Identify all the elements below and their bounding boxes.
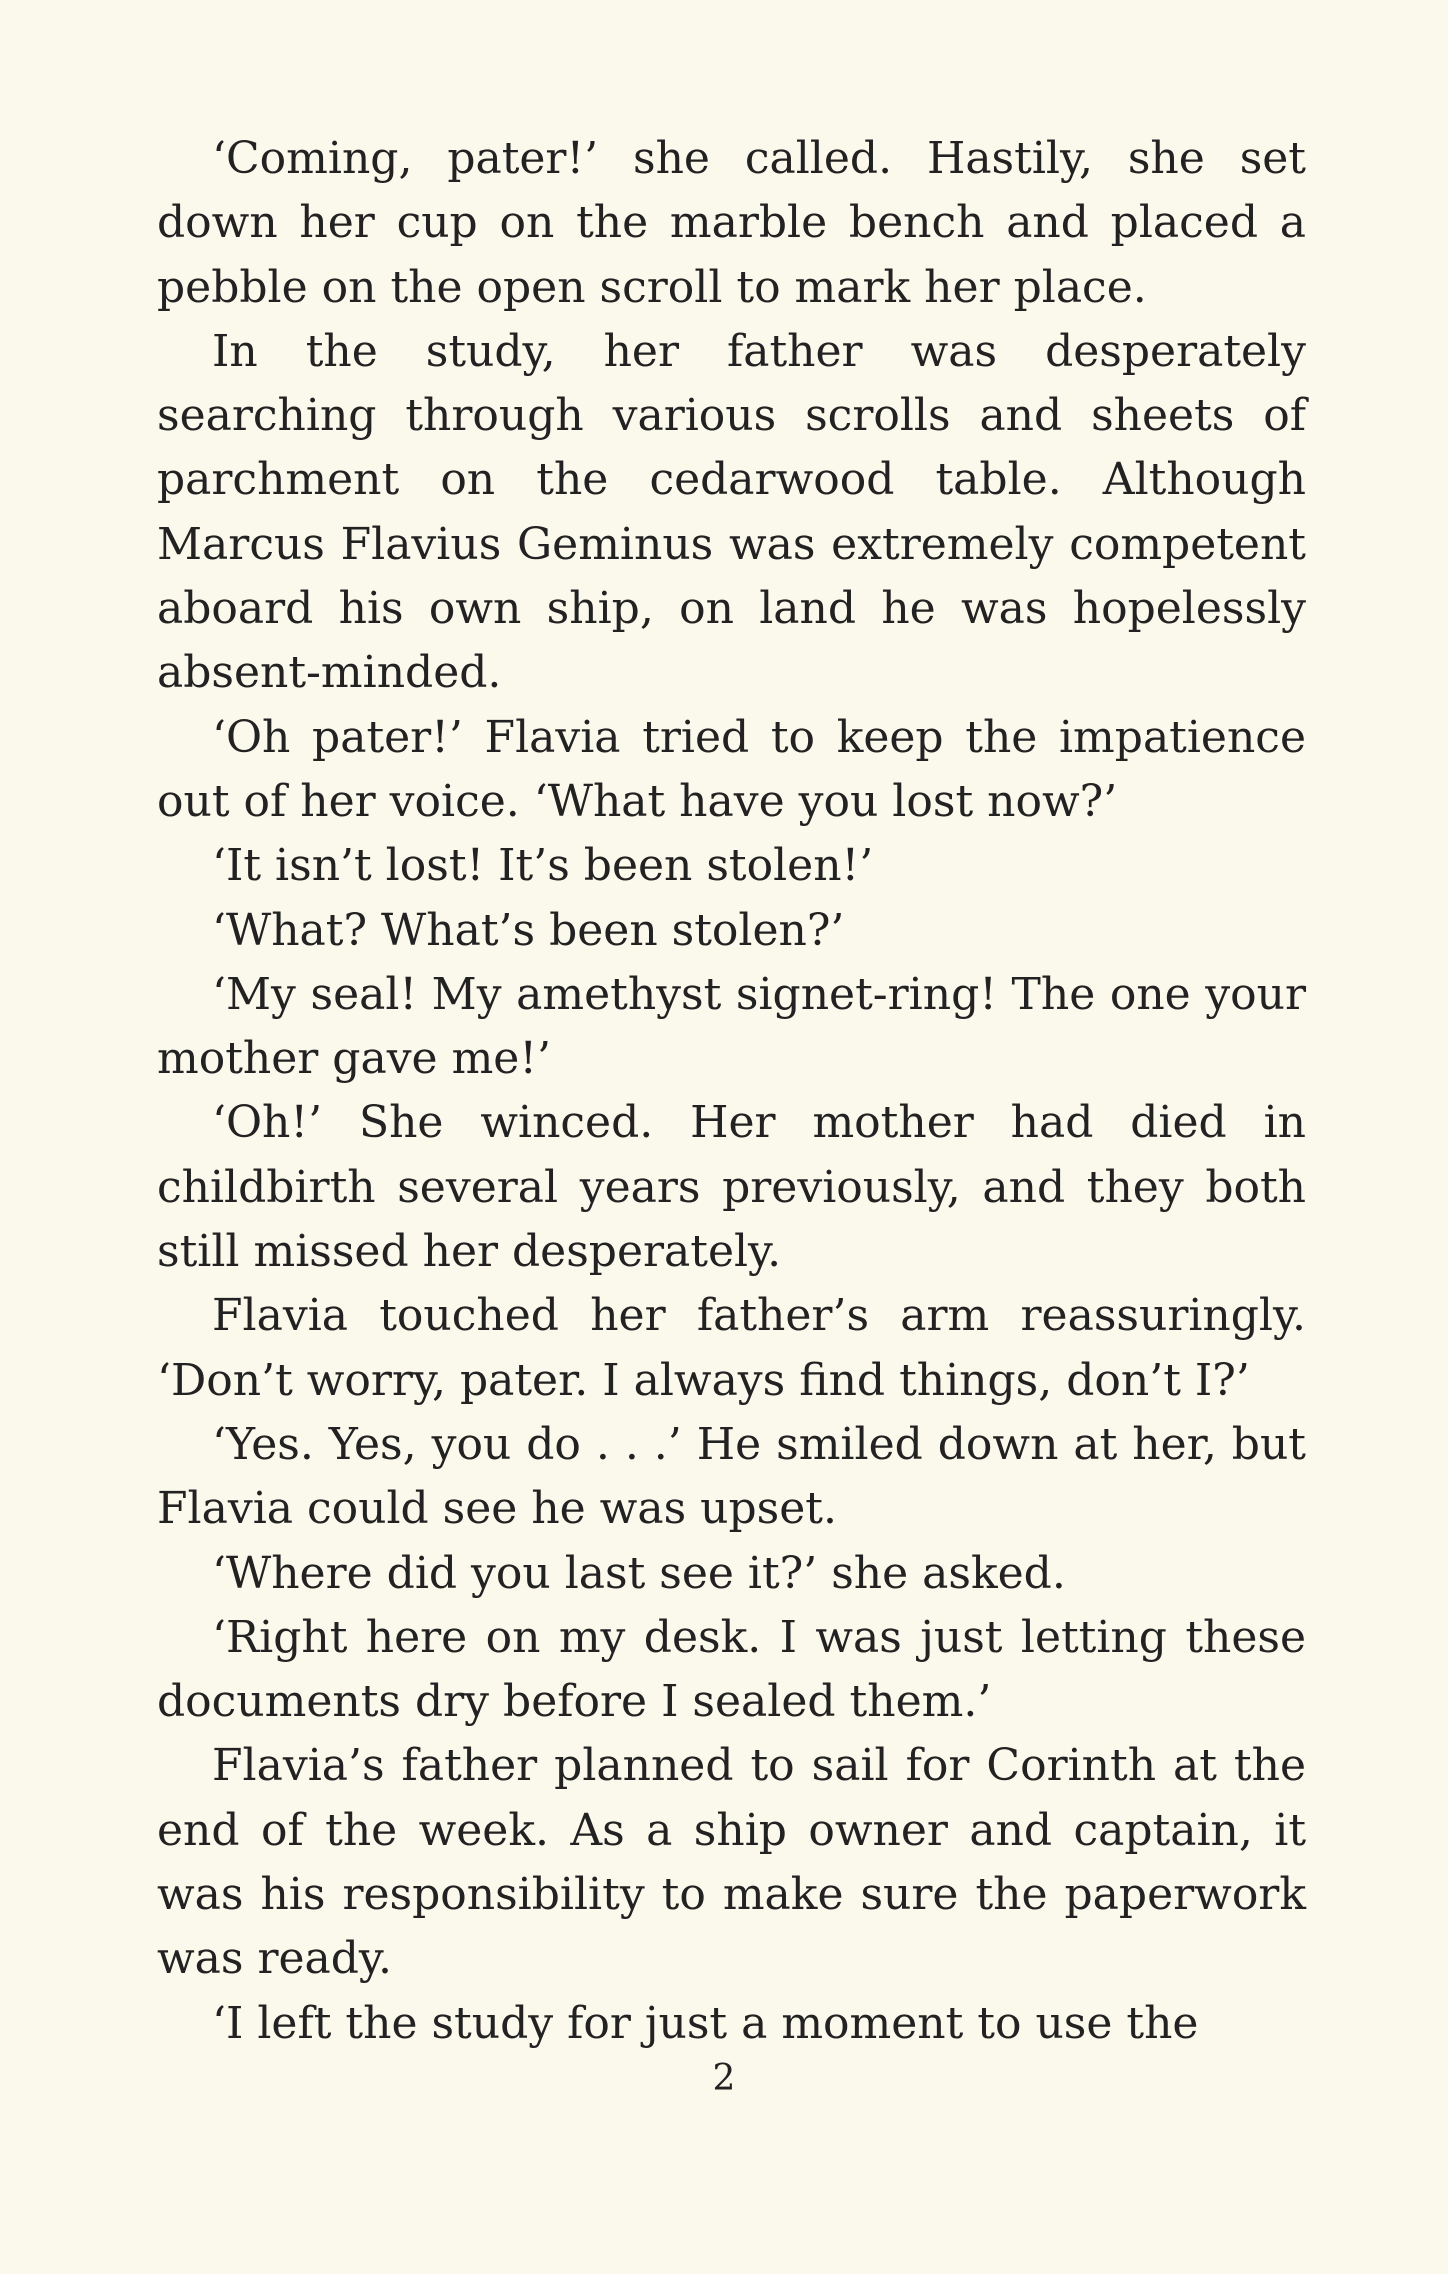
- page-number: 2: [712, 2058, 736, 2099]
- paragraph-6: ‘My seal! My amethyst signet-ring! The one your mother gave me!’: [157, 968, 1306, 1085]
- body-text: [157, 127, 1306, 2056]
- paragraph-11: ‘Right here on my desk. I was just letting these documents dry before I sealed them.’: [157, 1611, 1306, 1728]
- paragraph-2: In the study, her father was desperately searching through various scrolls and sheets of parchment on the cedarwood table. Although Marcus Flavius Geminus was extremely competent aboard his own ship, on land he was hopelessly absent-minded.: [157, 325, 1306, 699]
- paragraph-9: ‘Yes. Yes, you do . . .’ He smiled down at her, but Flavia could see he was upset.: [157, 1418, 1306, 1535]
- paragraph-13: ‘I left the study for just a moment to use the: [212, 1997, 1199, 2049]
- paragraph-12: Flavia’s father planned to sail for Corinth at the end of the week. As a ship owner and captain, it was his responsibility to make sure the paperwork was ready.: [157, 1740, 1306, 1985]
- paragraph-3: ‘Oh pater!’ Flavia tried to keep the impatience out of her voice. ‘What have you lost now?’: [157, 711, 1306, 827]
- paragraph-1: ‘Coming, pater!’ she called. Hastily, she set down her cup on the marble bench and placed a pebble on the open scroll to mark her place.: [157, 133, 1306, 313]
- paragraph-4: ‘It isn’t lost! It’s been stolen!’: [212, 840, 874, 892]
- paragraph-8: Flavia touched her father’s arm reassuringly. ‘Don’t worry, pater. I always find things, don’t I?’: [157, 1290, 1306, 1406]
- paragraph-5: ‘What? What’s been stolen?’: [212, 904, 845, 956]
- paragraph-7: ‘Oh!’ She winced. Her mother had died in childbirth several years previously, and they both still missed her desperately.: [157, 1097, 1306, 1278]
- paragraph-10: ‘Where did you last see it?’ she asked.: [212, 1547, 1066, 1599]
